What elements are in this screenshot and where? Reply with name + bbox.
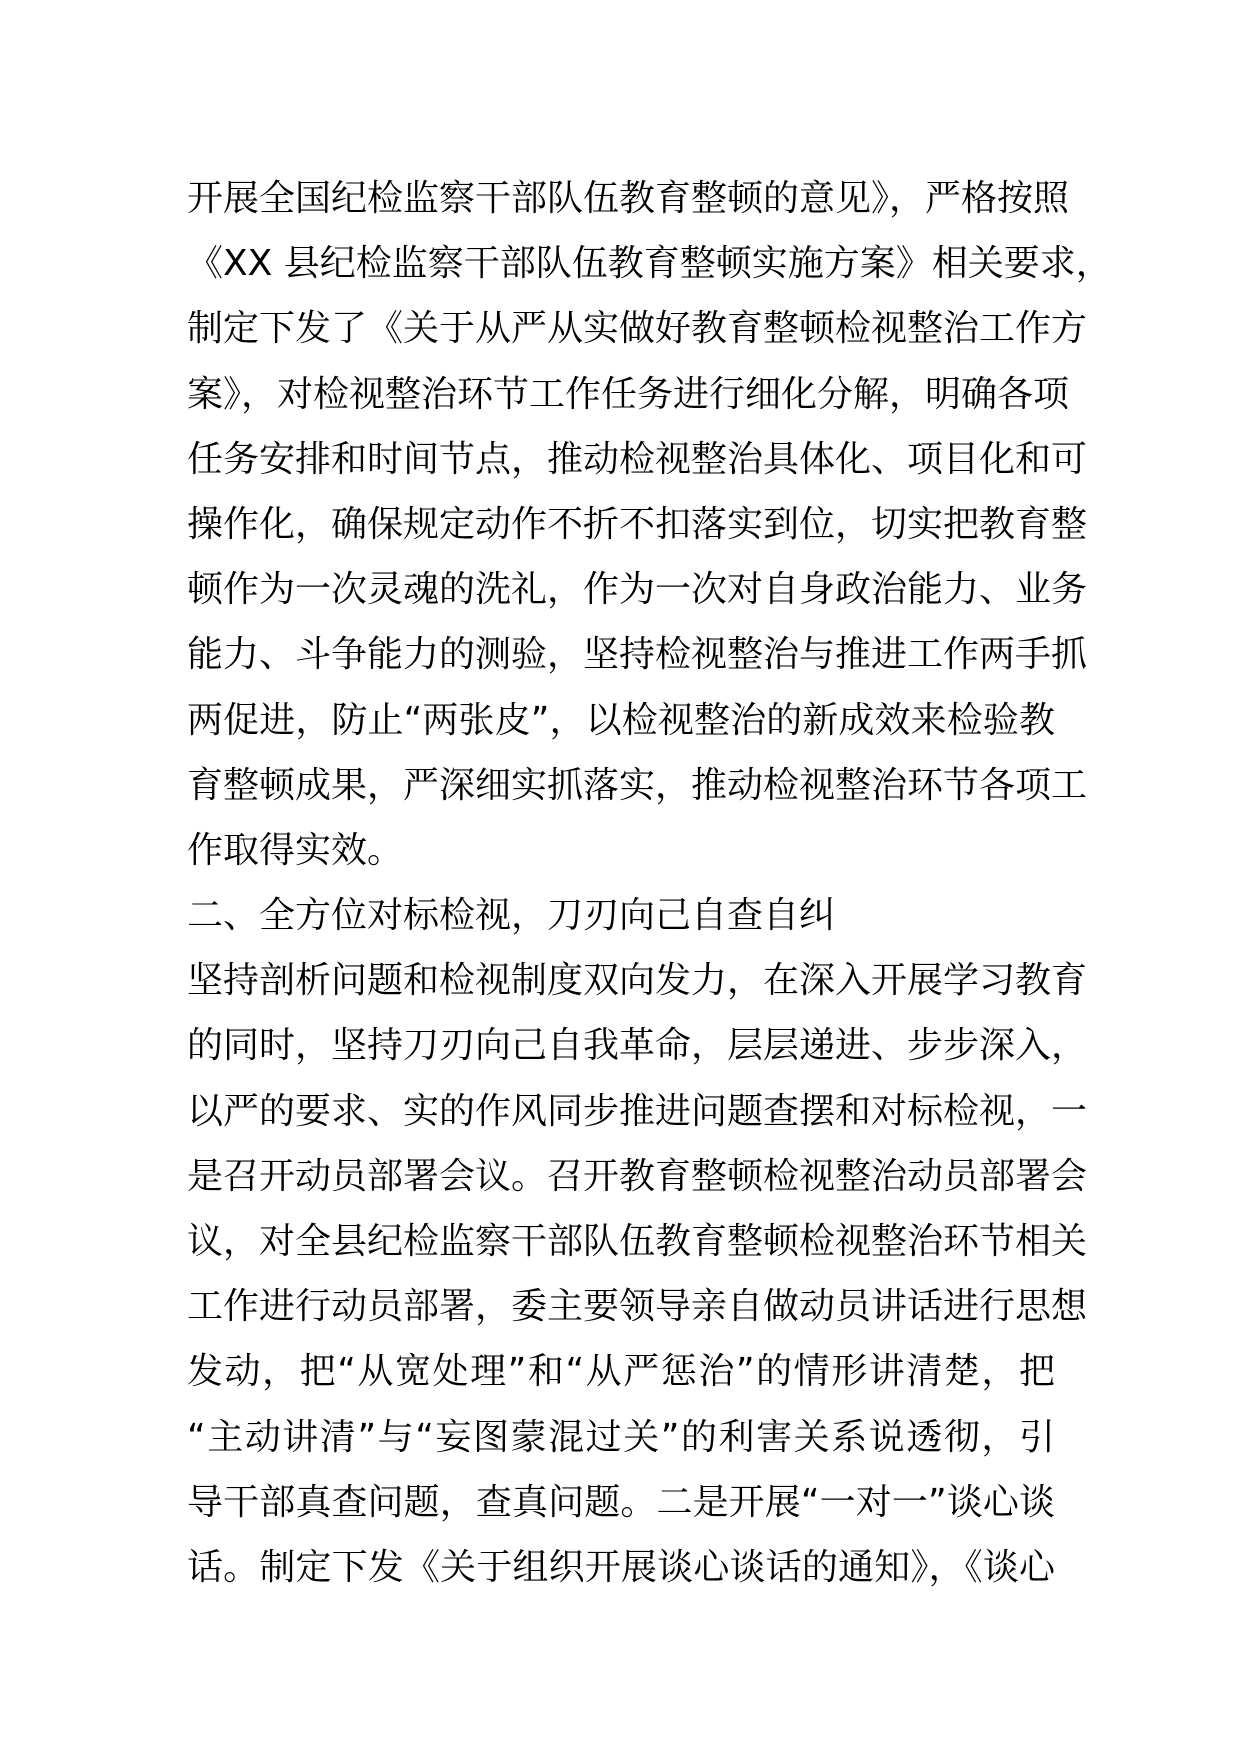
text-line: 两促进，防止“两张皮”，以检视整治的新成效来检验教 (187, 699, 1055, 741)
section-heading: 二、全方位对标检视，刀刃向己自查自纠 (187, 895, 836, 937)
text-line: 制定下发了《关于从严从实做好教育整顿检视整治工作方 (187, 308, 1088, 350)
document-body (187, 166, 1112, 1600)
text-line: 话。制定下发《关于组织开展谈心谈话的通知》，《谈心 (187, 1546, 1055, 1588)
text-line: 操作化，确保规定动作不折不扣落实到位，切实把教育整 (187, 503, 1088, 545)
text-line: 案》，对检视整治环节工作任务进行细化分解，明确各项 (187, 373, 1070, 415)
text-line: 作取得实效。 (187, 829, 404, 871)
paragraph-1 (187, 166, 1112, 883)
text-line: 议，对全县纪检监察干部队伍教育整顿检视整治环节相关 (187, 1221, 1088, 1262)
text-line: “主动讲清”与“妄图蒙混过关”的利害关系说透彻，引 (187, 1416, 1055, 1458)
text-line: 开展全国纪检监察干部队伍教育整顿的意见》，严格按照 (187, 178, 1070, 219)
text-line: 《XX 县纪检监察干部队伍教育整顿实施方案》相关要求， (187, 243, 1112, 285)
text-line: 是召开动员部署会议。召开教育整顿检视整治动员部署会 (187, 1155, 1088, 1197)
text-line: 发动，把“从宽处理”和“从严惩治”的情形讲清楚，把 (187, 1351, 1055, 1393)
text-line: 任务安排和时间节点，推动检视整治具体化、项目化和可 (187, 438, 1088, 480)
text-line: 工作进行动员部署，委主要领导亲自做动员讲话进行思想 (187, 1286, 1088, 1328)
text-line: 导干部真查问题，查真问题。二是开展“一对一”谈心谈 (187, 1481, 1055, 1523)
text-line: 能力、斗争能力的测验，坚持检视整治与推进工作两手抓 (187, 634, 1088, 676)
text-line: 育整顿成果，严深细实抓落实，推动检视整治环节各项工 (187, 764, 1088, 806)
text-line: 的同时，坚持刀刃向己自我革命，层层递进、步步深入， (187, 1025, 1088, 1067)
text-line: 坚持剖析问题和检视制度双向发力，在深入开展学习教育 (187, 960, 1088, 1002)
paragraph-2 (187, 948, 1088, 1600)
text-line: 顿作为一次灵魂的洗礼，作为一次对自身政治能力、业务 (187, 569, 1088, 611)
text-line: 以严的要求、实的作风同步推进问题查摆和对标检视，一 (187, 1090, 1088, 1132)
